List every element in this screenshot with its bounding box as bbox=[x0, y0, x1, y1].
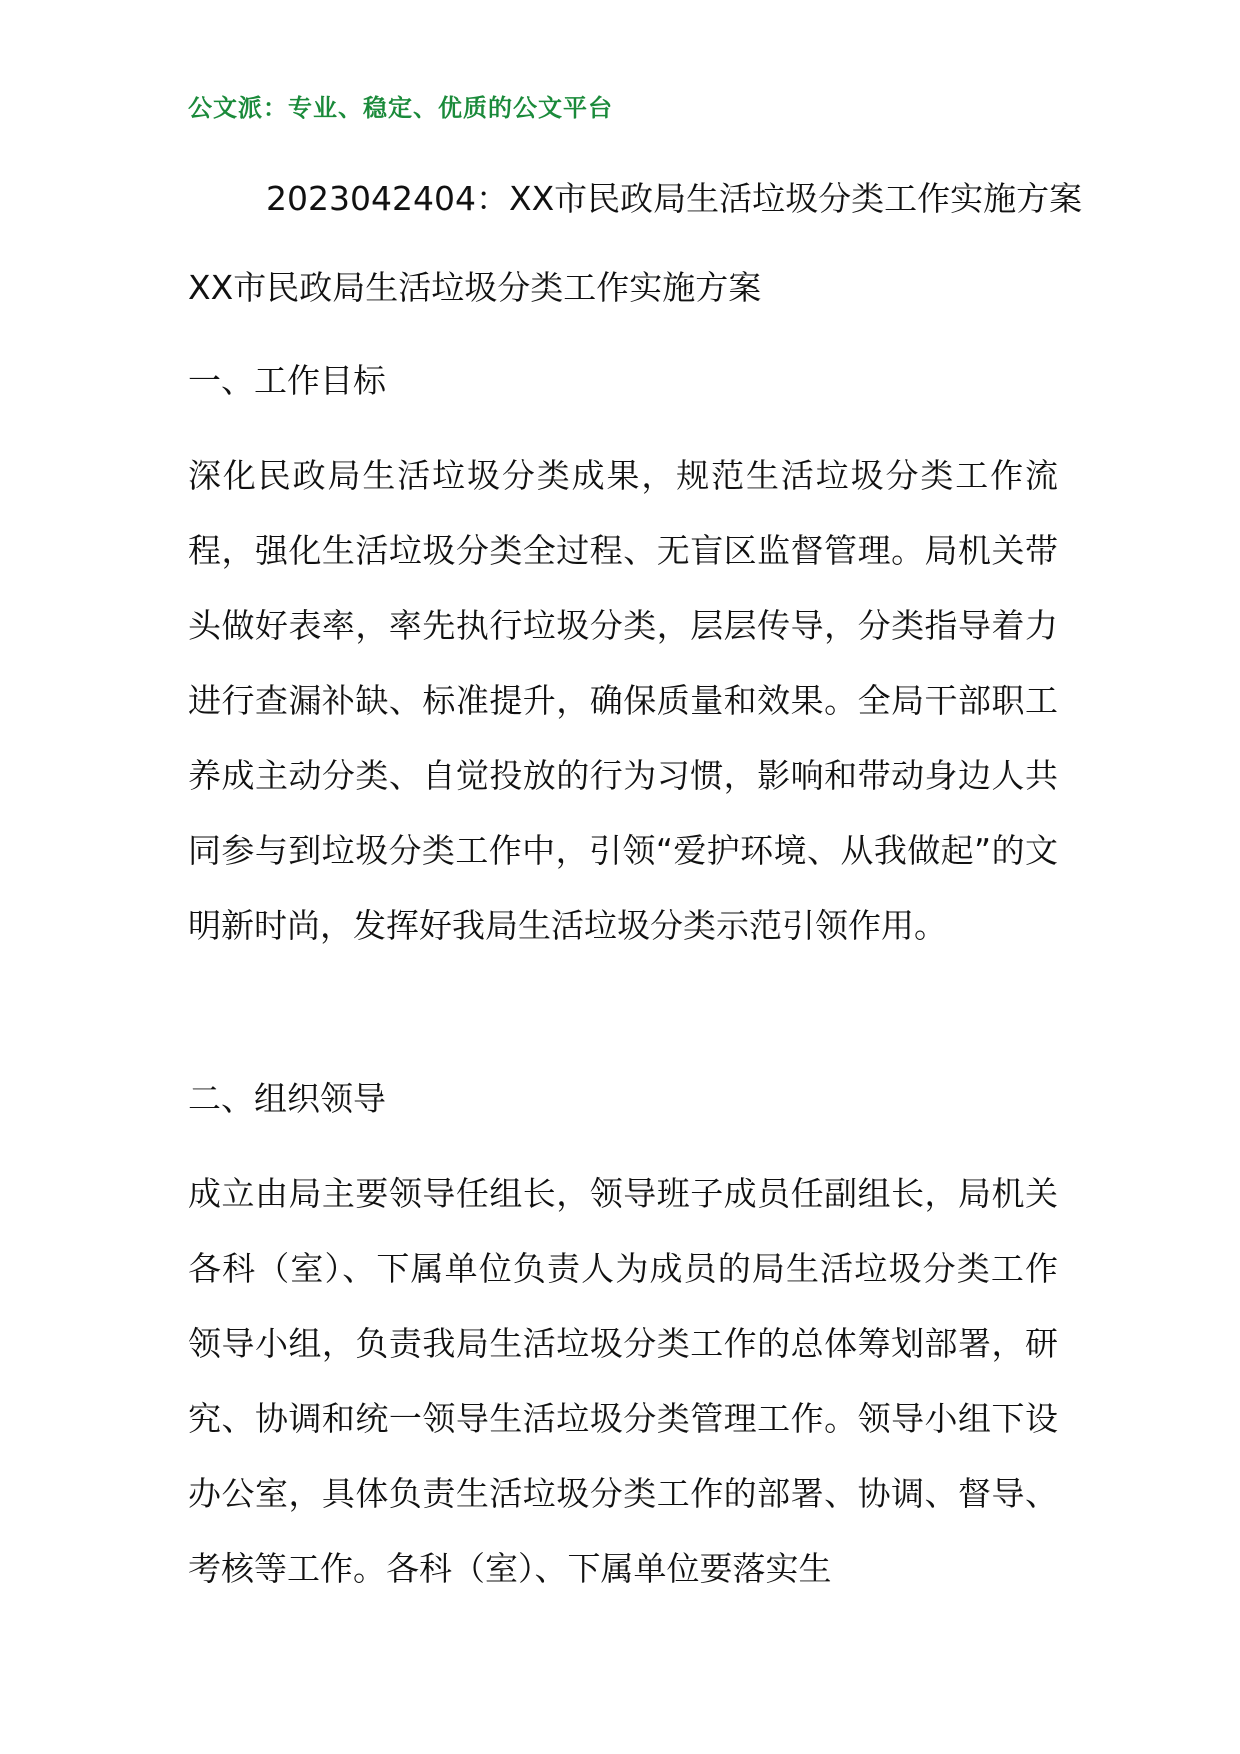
section-paragraph-goals: 深化民政局生活垃圾分类成果，规范生活垃圾分类工作流程，强化生活垃圾分类全过程、无盲区监督管理。局机关带头做好表率，率先执行垃圾分类，层层传导，分类指导着力进行查漏补缺、标准提升，确保质量和效果。全局干部职工养成主动分类、自觉投放的行为习惯，影响和带动身边人共同参与到垃圾分类工作中，引领“爱护环境、从我做起”的文明新时尚，发挥好我局生活垃圾分类示范引领作用。 bbox=[188, 456, 1058, 945]
document-title: 2023042404：XX市民政局生活垃圾分类工作实施方案 bbox=[266, 179, 1083, 218]
site-banner: 公文派：专业、稳定、优质的公文平台 bbox=[188, 94, 613, 122]
section-paragraph-organization: 成立由局主要领导任组长，领导班子成员任副组长，局机关各科（室）、下属单位负责人为成员的局生活垃圾分类工作领导小组，负责我局生活垃圾分类工作的总体筹划部署，研究、协调和统一领导生活垃圾分类管理工作。领导小组下设办公室，具体负责生活垃圾分类工作的部署、协调、督导、考核等工作。各科（室）、下属单位要落实生 bbox=[188, 1174, 1058, 1588]
section-heading-goals: 一、工作目标 bbox=[188, 361, 386, 400]
section-heading-organization: 二、组织领导 bbox=[188, 1079, 386, 1118]
document-subtitle: XX市民政局生活垃圾分类工作实施方案 bbox=[188, 268, 762, 307]
